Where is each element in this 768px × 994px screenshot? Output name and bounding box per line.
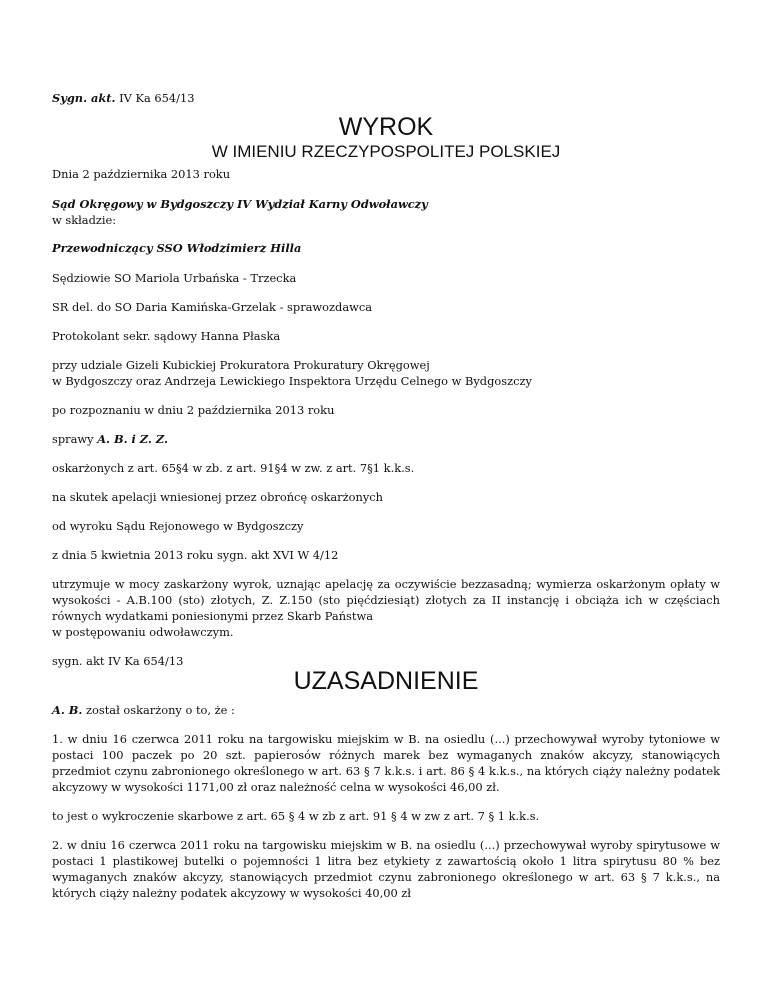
verdict-date: Dnia 2 października 2013 roku [52,167,231,181]
case-signature [52,90,720,106]
participation-line-2: w Bydgoszczy oraz Andrzeja Lewickiego Inspektora Urzędu Celnego w Bydgoszczy [52,374,532,388]
verdict-title: WYROK [338,113,434,141]
court-name: Sąd Okręgowy w Bydgoszczy IV Wydział Karny Odwoławczy [52,197,428,211]
charge-item-1-qualification: to jest o wykroczenie skarbowe z art. 65 § 4 w zb z art. 91 § 4 w zw z art. 7 § 1 k.k.s. [52,809,540,823]
accused-name: A. B. [52,703,83,717]
accused-intro [52,702,720,718]
justification-signature: sygn. akt IV Ka 654/13 [52,654,184,668]
charge-item-1: 1. w dniu 16 czerwca 2011 roku na targowisku miejskim w B. na osiedlu (...) przechowywał wyroby tytoniowe w postaci 100 paczek po 20 szt. papierosów różnych marek bez wymaganych znaków akcyzy, stanowiących przedmiot czynu zabronionego określonego w art. 63 § 7 k.k.s. i art. 86 § 4 k.k.s., na których ciąży należny podatek akcyzowy w wysokości 1171,00 zł oraz należność celna w wysokości 46,00 zł. [52,732,720,794]
justification-title: UZASADNIENIE [293,667,479,695]
judgment-date: z dnia 5 kwietnia 2013 roku sygn. akt XVI W 4/12 [52,548,339,562]
case-parties-line [52,431,720,447]
case-parties: A. B. i Z. Z. [97,432,168,446]
participation-line-1: przy udziale Gizeli Kubickiej Prokuratora Prokuratury Okręgowej [52,358,430,372]
presiding-judge: Przewodniczący SSO Włodzimierz Hilla [52,241,302,255]
charge-item-2: 2. w dniu 16 czerwca 2011 roku na targowisku miejskim w B. na osiedlu (...) przechowywał wyroby spirytusowe w postaci 1 plastikowej butelki o pojemności 1 litra bez etykiety z zawartością około 1 litra spirytusu 80 % bez wymaganych znaków akcyzy, stanowiących przedmiot czynu zabronionego określonego w art. 63 § 7 k.k.s., na których ciąży należny podatek akcyzowy w wysokości 40,00 zł [52,838,720,900]
reporting-judge: SR del. do SO Daria Kamińska-Grzelak - sprawozdawca [52,300,373,314]
verdict-subtitle: W IMIENIU RZECZYPOSPOLITEJ POLSKIEJ [211,142,561,161]
judges: Sędziowie SO Mariola Urbańska - Trzecka [52,271,297,285]
lower-court-judgment: od wyroku Sądu Rejonowego w Bydgoszczy [52,519,304,533]
ruling-text: utrzymuje w mocy zaskarżony wyrok, uznając apelację za oczywiście bezzasadną; wymierza oskarżonym opłaty w wysokości - A.B.100 (sto) złotych, Z. Z.150 (sto pięćdziesiąt) złotych za II instancję i obciąża ich w częściach równych wydatkami poniesionymi przez Skarb Państwa [52,577,720,623]
case-prefix: sprawy [52,432,98,446]
accused-text: został oskarżony o to, że : [82,703,235,717]
court-clerk: Protokolant sekr. sądowy Hanna Płaska [52,329,281,343]
case-signature-value: IV Ka 654/13 [115,91,195,105]
case-signature-label: Sygn. akt. [52,91,116,105]
charges: oskarżonych z art. 65§4 w zb. z art. 91§4 w zw. z art. 7§1 k.k.s. [52,461,415,475]
appeal-info: na skutek apelacji wniesionej przez obrońcę oskarżonych [52,490,383,504]
ruling-tail: w postępowaniu odwoławczym. [52,625,234,639]
hearing-date: po rozpoznaniu w dniu 2 października 2013 roku [52,403,335,417]
court-composition: w składzie: [52,213,117,227]
